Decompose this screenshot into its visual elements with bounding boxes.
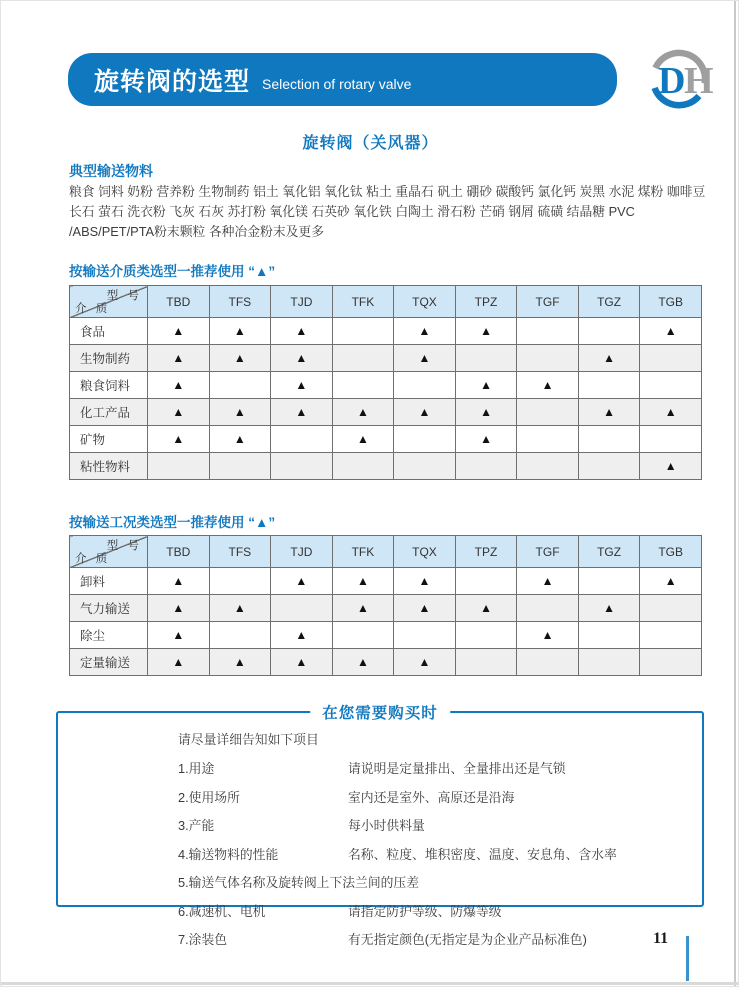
recommended-triangle-mark: ▲: [455, 595, 517, 622]
purchase-item: [178, 758, 682, 777]
row-label: 定量输送: [70, 649, 148, 676]
page-edge-bottom: [1, 982, 739, 985]
purchase-item: [178, 929, 682, 948]
column-header-tgf: TGF: [517, 286, 579, 318]
column-header-tfk: TFK: [332, 536, 394, 568]
recommended-triangle-mark: ▲: [517, 622, 579, 649]
recommended-triangle-mark: ▲: [209, 649, 271, 676]
recommended-triangle-mark: ▲: [394, 595, 456, 622]
table-header-row: [70, 536, 702, 568]
recommended-triangle-mark: ▲: [271, 372, 333, 399]
table-row: [70, 622, 702, 649]
purchase-intro: 请尽量详细告知如下项目: [178, 732, 319, 747]
table2-heading: 按输送工况类选型一推荐使用 “▲”: [69, 515, 276, 530]
recommended-triangle-mark: ▲: [271, 399, 333, 426]
purchase-item: [178, 844, 682, 863]
row-label: 粘性物料: [70, 453, 148, 480]
empty-cell: [578, 318, 640, 345]
recommended-triangle-mark: ▲: [517, 568, 579, 595]
recommended-triangle-mark: ▲: [578, 595, 640, 622]
page-number: 11: [653, 930, 669, 947]
empty-cell: [640, 595, 702, 622]
column-header-tfs: TFS: [209, 536, 271, 568]
column-header-tjd: TJD: [271, 536, 333, 568]
empty-cell: [640, 345, 702, 372]
purchase-item: [178, 901, 682, 920]
recommended-triangle-mark: ▲: [455, 399, 517, 426]
column-header-tqx: TQX: [394, 536, 456, 568]
recommended-triangle-mark: ▲: [148, 372, 210, 399]
table-row: [70, 399, 702, 426]
column-header-tgb: TGB: [640, 536, 702, 568]
recommended-triangle-mark: ▲: [148, 426, 210, 453]
column-header-tjd: TJD: [271, 286, 333, 318]
corner-label-medium: 介 质: [75, 303, 111, 315]
recommended-triangle-mark: ▲: [148, 568, 210, 595]
purchase-item: [178, 815, 682, 834]
recommended-triangle-mark: ▲: [578, 399, 640, 426]
purchase-item-label: 5.输送气体名称及旋转阀上下法兰间的压差: [178, 875, 420, 890]
empty-cell: [578, 568, 640, 595]
purchase-item-detail: 请说明是定量排出、全量排出还是气锁: [348, 761, 566, 776]
empty-cell: [517, 595, 579, 622]
column-header-tgf: TGF: [517, 536, 579, 568]
recommended-triangle-mark: ▲: [640, 453, 702, 480]
empty-cell: [578, 453, 640, 480]
recommended-triangle-mark: ▲: [394, 649, 456, 676]
purchase-item-label: 1.用途: [178, 761, 215, 776]
empty-cell: [578, 622, 640, 649]
recommended-triangle-mark: ▲: [209, 318, 271, 345]
empty-cell: [455, 453, 517, 480]
empty-cell: [332, 372, 394, 399]
purchase-item: [178, 787, 682, 806]
recommended-triangle-mark: ▲: [148, 399, 210, 426]
recommended-triangle-mark: ▲: [578, 345, 640, 372]
column-header-tgz: TGZ: [578, 286, 640, 318]
empty-cell: [517, 318, 579, 345]
purchase-item-detail: 请指定防护等级、防爆等级: [348, 903, 502, 919]
empty-cell: [209, 622, 271, 649]
page-number-divider: [686, 936, 689, 981]
recommended-triangle-mark: ▲: [394, 399, 456, 426]
empty-cell: [517, 649, 579, 676]
materials-body-text: 粮食 饲料 奶粉 营养粉 生物制药 铝土 氧化铝 氧化钛 粘土 重晶石 矾土 硼砂 碳酸钙 氯化钙 炭黑 水泥 煤粉 咖啡豆 长石 萤石 洗衣粉 飞灰 石灰 苏打粉 氧化镁 石英砂 氧化铁 白陶土 滑石粉 芒硝 钢屑 硫磺 结晶糖 PVC /ABS/PET/PTA粉末颗粒 各种冶金粉末及更多: [69, 184, 706, 239]
page-title: 旋转阀（关风器）: [302, 135, 439, 152]
column-header-tpz: TPZ: [455, 536, 517, 568]
table-row: [70, 318, 702, 345]
empty-cell: [209, 568, 271, 595]
empty-cell: [455, 649, 517, 676]
row-label: 粮食饲料: [70, 372, 148, 399]
header-banner: [68, 53, 617, 106]
purchase-item-label: 2.使用场所: [178, 789, 240, 805]
corner-label-medium: 介 质: [75, 553, 111, 565]
purchase-item-label: 7.涂装色: [178, 932, 228, 947]
column-header-tgz: TGZ: [578, 536, 640, 568]
company-logo: [632, 45, 726, 115]
empty-cell: [209, 372, 271, 399]
empty-cell: [332, 622, 394, 649]
recommended-triangle-mark: ▲: [148, 622, 210, 649]
empty-cell: [332, 453, 394, 480]
recommended-triangle-mark: ▲: [148, 345, 210, 372]
recommended-triangle-mark: ▲: [517, 372, 579, 399]
condition-selection-table: [69, 535, 702, 676]
empty-cell: [332, 318, 394, 345]
row-label: 卸料: [70, 568, 148, 595]
recommended-triangle-mark: ▲: [209, 595, 271, 622]
table-header-row: [70, 286, 702, 318]
page-edge-right: [734, 1, 736, 987]
table-corner-cell: [70, 286, 148, 318]
purchase-box-title: 在您需要购买时: [310, 701, 450, 723]
recommended-triangle-mark: ▲: [271, 318, 333, 345]
recommended-triangle-mark: ▲: [209, 345, 271, 372]
purchase-item-detail: 每小时供料量: [348, 818, 425, 833]
recommended-triangle-mark: ▲: [332, 649, 394, 676]
purchase-item-detail: 名称、粒度、堆积密度、温度、安息角、含水率: [348, 846, 617, 862]
column-header-tbd: TBD: [148, 536, 210, 568]
dh-logo-icon: [632, 45, 726, 115]
recommended-triangle-mark: ▲: [332, 426, 394, 453]
recommended-triangle-mark: ▲: [209, 426, 271, 453]
recommended-triangle-mark: ▲: [271, 649, 333, 676]
empty-cell: [517, 426, 579, 453]
purchase-item-list: [178, 729, 682, 958]
header-title-en: Selection of rotary valve: [262, 76, 412, 92]
table-row: [70, 453, 702, 480]
empty-cell: [640, 622, 702, 649]
table-row: [70, 649, 702, 676]
recommended-triangle-mark: ▲: [209, 399, 271, 426]
empty-cell: [578, 649, 640, 676]
corner-label-model: 型 号: [106, 290, 142, 302]
purchase-item-label: 3.产能: [178, 818, 215, 833]
recommended-triangle-mark: ▲: [271, 345, 333, 372]
materials-heading: 典型输送物料: [69, 163, 153, 179]
empty-cell: [517, 399, 579, 426]
empty-cell: [148, 453, 210, 480]
recommended-triangle-mark: ▲: [455, 372, 517, 399]
recommended-triangle-mark: ▲: [332, 595, 394, 622]
recommended-triangle-mark: ▲: [332, 399, 394, 426]
empty-cell: [455, 622, 517, 649]
empty-cell: [640, 372, 702, 399]
table-corner-cell: [70, 536, 148, 568]
column-header-tbd: TBD: [148, 286, 210, 318]
logo-letter-h: H: [684, 60, 714, 102]
empty-cell: [271, 426, 333, 453]
recommended-triangle-mark: ▲: [640, 568, 702, 595]
empty-cell: [394, 622, 456, 649]
header-title-zh: 旋转阀的选型: [94, 67, 251, 96]
table-row: [70, 426, 702, 453]
recommended-triangle-mark: ▲: [394, 318, 456, 345]
recommended-triangle-mark: ▲: [640, 399, 702, 426]
empty-cell: [271, 453, 333, 480]
recommended-triangle-mark: ▲: [394, 568, 456, 595]
medium-selection-table: [69, 285, 702, 480]
recommended-triangle-mark: ▲: [148, 595, 210, 622]
recommended-triangle-mark: ▲: [148, 318, 210, 345]
purchase-item-label: 4.输送物料的性能: [178, 846, 279, 862]
empty-cell: [578, 426, 640, 453]
empty-cell: [209, 453, 271, 480]
table-row: [70, 345, 702, 372]
corner-label-model: 型 号: [106, 540, 142, 552]
empty-cell: [517, 345, 579, 372]
empty-cell: [394, 453, 456, 480]
recommended-triangle-mark: ▲: [455, 426, 517, 453]
table-row: [70, 568, 702, 595]
empty-cell: [640, 649, 702, 676]
recommended-triangle-mark: ▲: [394, 345, 456, 372]
column-header-tfk: TFK: [332, 286, 394, 318]
empty-cell: [455, 568, 517, 595]
table-row: [70, 595, 702, 622]
purchase-item-detail: 室内还是室外、高原还是沿海: [348, 789, 515, 805]
row-label: 气力输送: [70, 595, 148, 622]
row-label: 矿物: [70, 426, 148, 453]
logo-letter-d: D: [658, 60, 686, 102]
purchase-item: [178, 872, 682, 891]
column-header-tpz: TPZ: [455, 286, 517, 318]
recommended-triangle-mark: ▲: [640, 318, 702, 345]
recommended-triangle-mark: ▲: [271, 568, 333, 595]
recommended-triangle-mark: ▲: [332, 568, 394, 595]
recommended-triangle-mark: ▲: [455, 318, 517, 345]
empty-cell: [640, 426, 702, 453]
row-label: 化工产品: [70, 399, 148, 426]
purchase-item-label: 6.减速机、电机: [178, 903, 266, 919]
empty-cell: [394, 372, 456, 399]
empty-cell: [332, 345, 394, 372]
recommended-triangle-mark: ▲: [148, 649, 210, 676]
row-label: 食品: [70, 318, 148, 345]
empty-cell: [578, 372, 640, 399]
column-header-tqx: TQX: [394, 286, 456, 318]
table1-heading: 按输送介质类选型一推荐使用 “▲”: [69, 264, 276, 279]
empty-cell: [517, 453, 579, 480]
column-header-tfs: TFS: [209, 286, 271, 318]
row-label: 除尘: [70, 622, 148, 649]
empty-cell: [271, 595, 333, 622]
purchase-item-detail: 有无指定颜色(无指定是为企业产品标准色): [348, 932, 587, 947]
table-row: [70, 372, 702, 399]
empty-cell: [455, 345, 517, 372]
empty-cell: [394, 426, 456, 453]
row-label: 生物制药: [70, 345, 148, 372]
recommended-triangle-mark: ▲: [271, 622, 333, 649]
column-header-tgb: TGB: [640, 286, 702, 318]
